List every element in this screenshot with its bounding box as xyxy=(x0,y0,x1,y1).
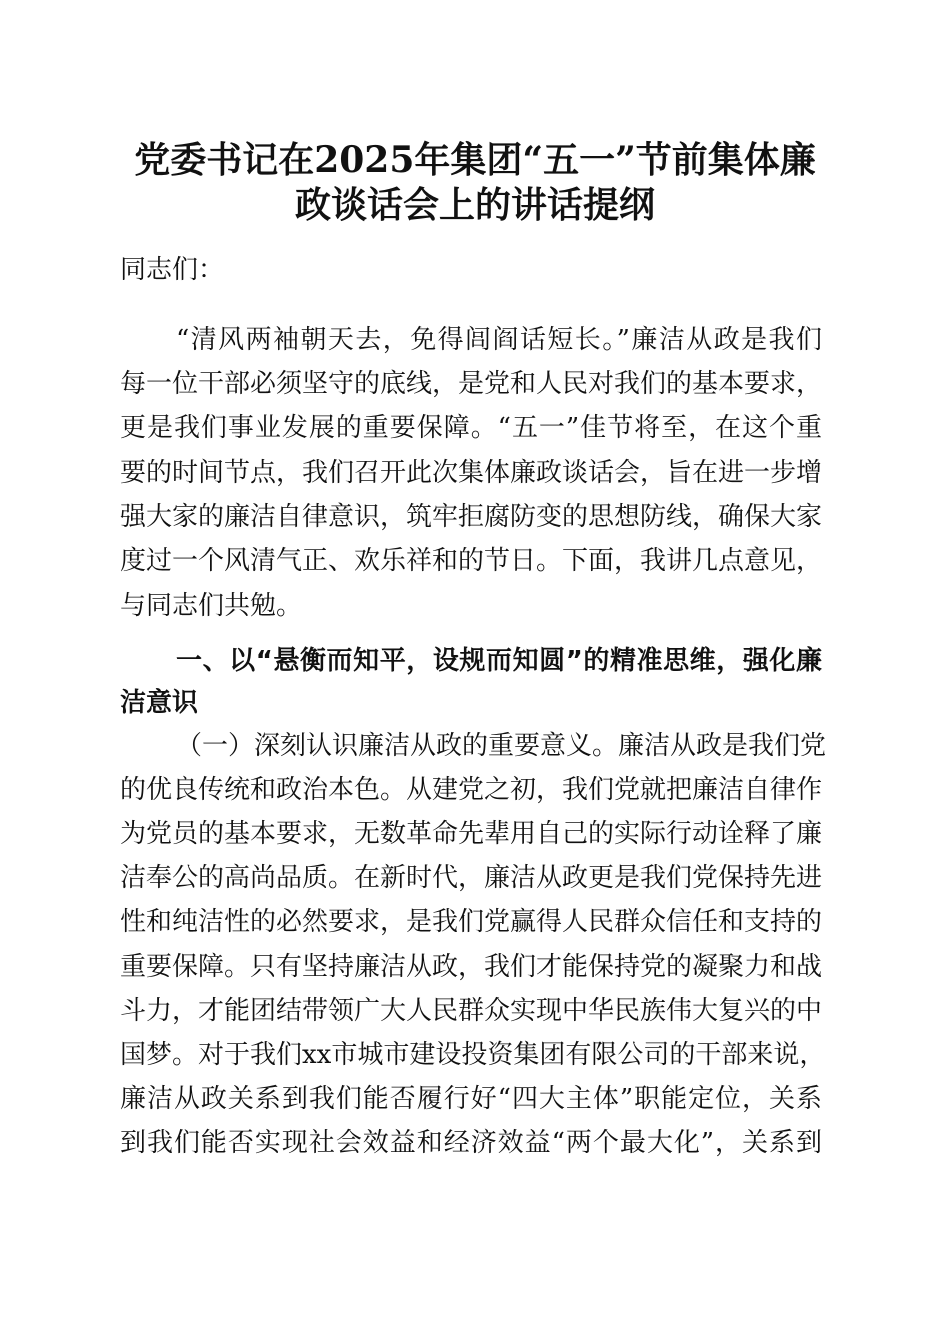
paragraph-line: 廉洁从政关系到我们能否履行好“四大主体”职能定位，关系 xyxy=(120,1084,822,1114)
paragraph-line: 与同志们共勉。 xyxy=(120,591,303,621)
paragraph-line: 性和纯洁性的必然要求，是我们党赢得人民群众信任和支持的 xyxy=(120,907,823,937)
paragraph-line: 国梦。对于我们xx市城市建设投资集团有限公司的干部来说， xyxy=(120,1040,826,1070)
paragraph-line: 洁奉公的高尚品质。在新时代，廉洁从政更是我们党保持先进 xyxy=(120,863,823,893)
paragraph-line: 的优良传统和政治本色。从建党之初，我们党就把廉洁自律作 xyxy=(120,775,823,805)
heading-line: 洁意识 xyxy=(120,688,199,718)
document-title-line-2: 政谈话会上的讲话提纲 xyxy=(294,184,655,226)
paragraph-line: 要的时间节点，我们召开此次集体廉政谈话会，旨在进一步增 xyxy=(120,458,823,488)
paragraph-line: 每一位干部必须坚守的底线，是党和人民对我们的基本要求， xyxy=(120,369,823,399)
document-title-line-1: 党委书记在2025年集团“五一”节前集体廉 xyxy=(134,139,816,181)
heading-line: 一、以“悬衡而知平，设规而知圆”的精准思维，强化廉 xyxy=(176,646,822,676)
paragraph-line: 斗力，才能团结带领广大人民群众实现中华民族伟大复兴的中 xyxy=(120,996,823,1026)
paragraph-line: 重要保障。只有坚持廉洁从政，我们才能保持党的凝聚力和战 xyxy=(120,952,823,982)
paragraph-line: 为党员的基本要求，无数革命先辈用自己的实际行动诠释了廉 xyxy=(120,819,823,849)
paragraph-line: 到我们能否实现社会效益和经济效益“两个最大化”，关系到 xyxy=(120,1128,822,1158)
paragraph-line: （一）深刻认识廉洁从政的重要意义。廉洁从政是我们党 xyxy=(176,731,827,761)
paragraph-line: 度过一个风清气正、欢乐祥和的节日。下面，我讲几点意见， xyxy=(120,546,823,576)
paragraph-line: 强大家的廉洁自律意识，筑牢拒腐防变的思想防线，确保大家 xyxy=(120,502,823,532)
paragraph-line: “清风两袖朝天去，免得闾阎话短长。”廉洁从政是我们 xyxy=(176,325,822,355)
paragraph-line: 更是我们事业发展的重要保障。“五一”佳节将至，在这个重 xyxy=(120,413,822,443)
salutation: 同志们： xyxy=(120,255,225,285)
